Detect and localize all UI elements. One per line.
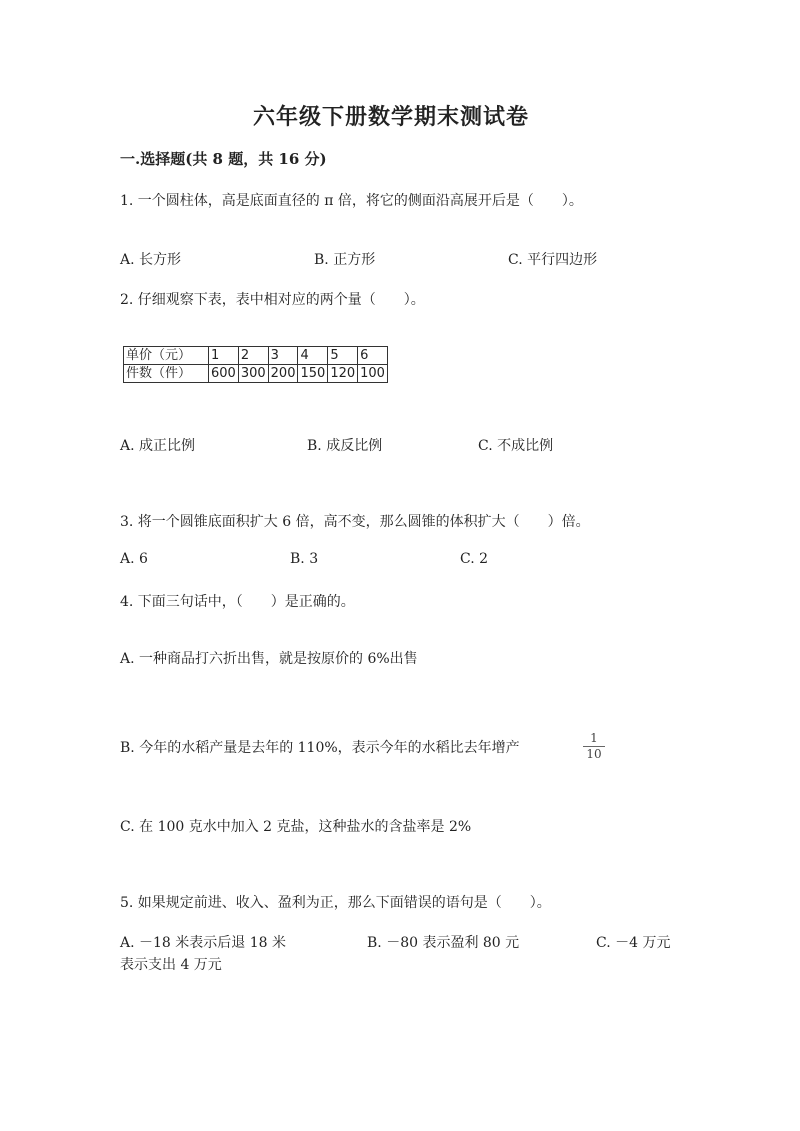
table-cell: 2 [238, 347, 268, 365]
table-cell: 件数（件） [124, 365, 209, 383]
question-5-option-c-continued: 表示支出 4 万元 [120, 957, 222, 973]
price-quantity-table [123, 346, 388, 383]
table-row [124, 347, 388, 365]
question-2-option-c: C. 不成比例 [478, 438, 554, 454]
table-cell: 150 [298, 365, 328, 383]
question-3-option-c: C. 2 [460, 551, 489, 567]
fraction-one-tenth [583, 732, 605, 761]
table-cell: 3 [268, 347, 298, 365]
table-cell: 120 [328, 365, 358, 383]
question-5-option-b: B. －80 表示盈利 80 元 [367, 935, 520, 951]
question-2-option-b: B. 成反比例 [307, 438, 383, 454]
question-3-option-a: A. 6 [120, 551, 148, 567]
table-cell: 6 [358, 347, 388, 365]
table-cell: 600 [209, 365, 239, 383]
question-4-option-c: C. 在 100 克水中加入 2 克盐，这种盐水的含盐率是 2% [120, 819, 472, 835]
question-1-option-b: B. 正方形 [314, 252, 376, 268]
question-3-stem: 3. 将一个圆锥底面积扩大 6 倍，高不变，那么圆锥的体积扩大（ ）倍。 [120, 514, 590, 530]
table-cell: 200 [268, 365, 298, 383]
question-1-option-c: C. 平行四边形 [508, 252, 598, 268]
table-cell: 4 [298, 347, 328, 365]
question-2-option-a: A. 成正比例 [120, 438, 196, 454]
section-heading: 一.选择题(共 8 题，共 16 分) [120, 150, 327, 168]
table-cell: 5 [328, 347, 358, 365]
question-5-stem: 5. 如果规定前进、收入、盈利为正，那么下面错误的语句是（ ）。 [120, 895, 551, 911]
question-4-option-b: B. 今年的水稻产量是去年的 110%，表示今年的水稻比去年增产 [120, 740, 520, 756]
question-1-option-a: A. 长方形 [120, 252, 182, 268]
question-1-stem: 1. 一个圆柱体，高是底面直径的 π 倍，将它的侧面沿高展开后是（ ）。 [120, 193, 583, 209]
question-2-stem: 2. 仔细观察下表，表中相对应的两个量（ ）。 [120, 292, 425, 308]
question-4-stem: 4. 下面三句话中，（ ）是正确的。 [120, 594, 355, 610]
page-title: 六年级下册数学期末测试卷 [253, 104, 530, 130]
table-cell: 100 [358, 365, 388, 383]
table-cell: 单价（元） [124, 347, 209, 365]
question-5-option-a: A. －18 米表示后退 18 米 [120, 935, 286, 951]
table-row [124, 365, 388, 383]
fraction-numerator: 1 [590, 731, 598, 745]
question-5-option-c: C. －4 万元 [596, 935, 671, 951]
table-cell: 1 [209, 347, 239, 365]
fraction-denominator: 10 [586, 747, 602, 761]
table-cell: 300 [238, 365, 268, 383]
question-3-option-b: B. 3 [290, 551, 319, 567]
question-4-option-a: A. 一种商品打六折出售，就是按原价的 6%出售 [120, 651, 418, 667]
